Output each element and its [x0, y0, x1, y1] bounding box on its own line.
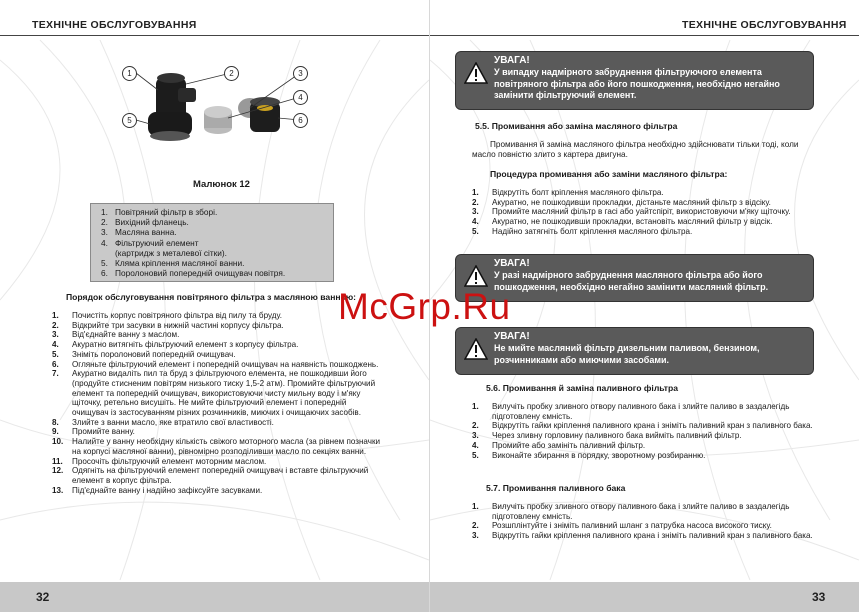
- step-number: 10.: [52, 437, 64, 447]
- parts-item: 4. Фільтруючий елемент: [101, 237, 199, 248]
- step-item: [472, 451, 817, 461]
- step-item: [52, 369, 382, 418]
- warning-text: У випадку надмірного забруднення фільтруючого елемента повітряного фільтра або його пошкодження, необхідно негайно замінити фільтруючий елемент.: [494, 67, 780, 100]
- parts-item: 2. Вихідний фланець.: [101, 217, 189, 228]
- callout-2: 2: [224, 66, 239, 81]
- step-text: Налийте у ванну необхідну кількість свіжого моторного масла (за рівнем позначки на корпусі масляної ванни), рівномірно розподіливши масло по секціях ванни.: [72, 437, 381, 456]
- step-number: 8.: [52, 417, 59, 427]
- step-number: 5.: [472, 450, 479, 460]
- step-text: Надійно затягніть болт кріплення масляного фільтра.: [492, 226, 693, 236]
- step-text: Вилучіть пробку зливного отвору паливного бака і злийте паливо в заздалегідь підготовлену ємність.: [492, 402, 790, 421]
- step-number: 12.: [52, 466, 64, 476]
- step-text: Вилучіть пробку зливного отвору паливного бака і злийте паливо в заздалегідь підготовлену ємність.: [492, 502, 790, 521]
- page-header-right: [430, 0, 859, 36]
- s55-procedure-title: Процедура промивання або заміни масляного фільтра:: [490, 169, 728, 179]
- step-item: [52, 311, 382, 321]
- step-text: Акуратно видаліть пил та бруд з фільтруючого елемента, не пошкодивши його (продуйте стисненим повітрям низького тиску 1,5-2 атм). Промийте фільтруючий елемент та попередній очищувач, використовуючи чисту мильну воду і м'яку щіточку, ретельно висушіть. Не мийте фільтруючий елемент і попередній очищувач із застосуванням різних розчинників, миючих і очищаючих засобів.: [72, 369, 376, 418]
- step-text: Виконайте збирання в порядку, зворотному розбиранню.: [492, 450, 706, 460]
- header-title: ТЕХНІЧНЕ ОБСЛУГОВУВАННЯ: [682, 19, 847, 31]
- step-item: [52, 466, 382, 485]
- step-item: [472, 402, 817, 421]
- step-text: Відкрутіть болт кріплення масляного фільтра.: [492, 188, 664, 197]
- step-item: [472, 227, 817, 237]
- step-text: Промийте масляний фільтр в гасі або уайтспіріт, використовуючи м'яку щіточку.: [492, 207, 791, 217]
- step-item: [472, 431, 817, 441]
- step-item: [52, 350, 382, 360]
- air-filter-steps: [52, 311, 382, 495]
- section-title-air-filter: Порядок обслуговування повітряного фільтра з масляною ванною:: [66, 292, 357, 302]
- s55-steps: [472, 188, 817, 237]
- page-number: 33: [812, 590, 826, 604]
- warning-text: Не мийте масляний фільтр дизельним паливом, бензином, розчинниками або миючими засобами.: [494, 343, 760, 365]
- step-number: 6.: [52, 359, 59, 369]
- step-item: [472, 188, 817, 198]
- step-number: 3.: [472, 531, 479, 541]
- warning-box-1: [455, 51, 814, 110]
- page-header-left: [0, 0, 429, 36]
- step-item: [472, 521, 817, 531]
- step-item: [52, 437, 382, 456]
- warning-icon: [464, 265, 488, 287]
- parts-item: 5. Кляма кріплення масляної ванни.: [101, 258, 245, 269]
- step-item: [52, 321, 382, 331]
- step-text: Зніміть поролоновий попередній очищувач.: [72, 349, 236, 359]
- step-item: [472, 198, 817, 208]
- step-text: Акуратно витягніть фільтруючий елемент з корпусу фільтра.: [72, 340, 299, 350]
- callout-3: 3: [293, 66, 308, 81]
- figure-caption: Малюнок 12: [193, 179, 250, 190]
- step-text: Одягніть на фільтруючий елемент попередній очищувач і вставте фільтруючий елемент в корпус фільтра.: [72, 466, 369, 485]
- step-number: 5.: [472, 226, 479, 236]
- callout-5: 5: [122, 113, 137, 128]
- step-text: Відкрутіть гайки кріплення паливного крана і зніміть паливний кран з паливного бака.: [492, 421, 813, 431]
- section-title-5-6: 5.6. Промивання й заміна паливного фільтра: [486, 383, 679, 393]
- s55-intro: Промивання й заміна масляного фільтра необхідно здійснювати тільки тоді, коли масло повністю злито з картера двигуна.: [472, 140, 799, 159]
- step-item: [52, 330, 382, 340]
- warning-title: УВАГА!: [494, 331, 530, 342]
- step-text: Просочіть фільтруючий елемент моторним маслом.: [72, 456, 267, 466]
- page-footer-left: [0, 582, 429, 612]
- section-title-5-7: 5.7. Промивання паливного бака: [486, 483, 626, 493]
- step-item: [52, 427, 382, 437]
- header-rule: [430, 35, 859, 36]
- step-text: Акуратно, не пошкодивши прокладки, дістаньте масляний фільтр з відсіку.: [492, 197, 771, 207]
- warning-title: УВАГА!: [494, 258, 530, 269]
- air-filter-illustration: [118, 60, 318, 160]
- callout-6: 6: [293, 113, 308, 128]
- step-text: Акуратно, не пошкодивши прокладки, встановіть масляний фільтр у відсік.: [492, 217, 773, 227]
- callout-4: 4: [293, 90, 308, 105]
- step-number: 3.: [52, 330, 59, 340]
- step-number: 2.: [472, 197, 479, 207]
- parts-item: 6. Поролоновий попередній очищувач повітря.: [101, 268, 286, 279]
- step-number: 1.: [472, 402, 479, 411]
- warning-icon: [464, 62, 488, 84]
- step-text: Злийте з ванни масло, яке втратило свої властивості.: [72, 417, 274, 427]
- step-text: Від'єднайте ванну з маслом.: [72, 330, 180, 340]
- parts-legend: [90, 203, 334, 282]
- step-item: [472, 207, 817, 217]
- parts-item: (картридж з металевої сітки).: [115, 247, 227, 258]
- section-title-5-5: 5.5. Промивання або заміна масляного фільтра: [475, 121, 678, 131]
- step-text: Відкрийте три засувки в нижній частині корпусу фільтра.: [72, 320, 284, 330]
- step-number: 2.: [52, 320, 59, 330]
- step-number: 1.: [52, 311, 59, 320]
- step-text: Промийте ванну.: [72, 427, 135, 437]
- step-item: [52, 418, 382, 428]
- step-number: 3.: [472, 431, 479, 441]
- step-item: [52, 360, 382, 370]
- step-item: [472, 531, 817, 541]
- step-text: Розшплінтуйте і зніміть паливний шланг з патрубка насоса високого тиску.: [492, 521, 772, 531]
- step-item: [472, 217, 817, 227]
- step-number: 2.: [472, 521, 479, 531]
- watermark: McGrp.Ru: [338, 286, 511, 327]
- step-number: 2.: [472, 421, 479, 431]
- parts-item: 1. Повітряний фільтр в зборі.: [101, 207, 218, 217]
- page-number: 32: [36, 590, 50, 604]
- step-item: [52, 486, 382, 496]
- warning-box-3: [455, 327, 814, 375]
- step-text: Огляньте фільтруючий елемент і попередній очищувач на наявність пошкоджень.: [72, 359, 379, 369]
- warning-text: У разі надмірного забруднення масляного фільтра або його пошкодження, необхідно негайно замінити масляний фільтр.: [494, 270, 769, 292]
- step-number: 3.: [472, 207, 479, 217]
- step-text: Через зливну горловину паливного бака вийміть паливний фільтр.: [492, 431, 742, 441]
- step-number: 11.: [52, 456, 63, 466]
- step-text: Почистіть корпус повітряного фільтра від пилу та бруду.: [72, 311, 282, 320]
- s56-steps: [472, 402, 817, 460]
- header-title: ТЕХНІЧНЕ ОБСЛУГОВУВАННЯ: [32, 19, 197, 31]
- step-text: Під'єднайте ванну і надійно зафіксуйте засувками.: [72, 485, 263, 495]
- parts-item: 3. Масляна ванна.: [101, 227, 177, 238]
- step-number: 5.: [52, 349, 59, 359]
- header-rule: [0, 35, 429, 36]
- step-number: 1.: [472, 502, 479, 511]
- step-number: 13.: [52, 485, 64, 495]
- step-number: 7.: [52, 369, 59, 379]
- step-text: Відкрутіть гайки кріплення паливного крана і зніміть паливний кран з паливного бака.: [492, 531, 813, 541]
- step-item: [52, 340, 382, 350]
- step-item: [472, 421, 817, 431]
- step-number: 4.: [472, 217, 479, 227]
- callout-1: 1: [122, 66, 137, 81]
- warning-icon: [464, 338, 488, 360]
- step-item: [52, 457, 382, 467]
- step-item: [472, 502, 817, 521]
- s57-steps: [472, 502, 817, 541]
- step-number: 1.: [472, 188, 479, 197]
- step-number: 4.: [52, 340, 59, 350]
- step-text: Промийте або замініть паливний фільтр.: [492, 440, 646, 450]
- step-number: 9.: [52, 427, 59, 437]
- warning-title: УВАГА!: [494, 55, 530, 66]
- step-number: 4.: [472, 440, 479, 450]
- step-item: [472, 441, 817, 451]
- page-footer-right: [430, 582, 859, 612]
- air-filter-figure: [118, 60, 318, 160]
